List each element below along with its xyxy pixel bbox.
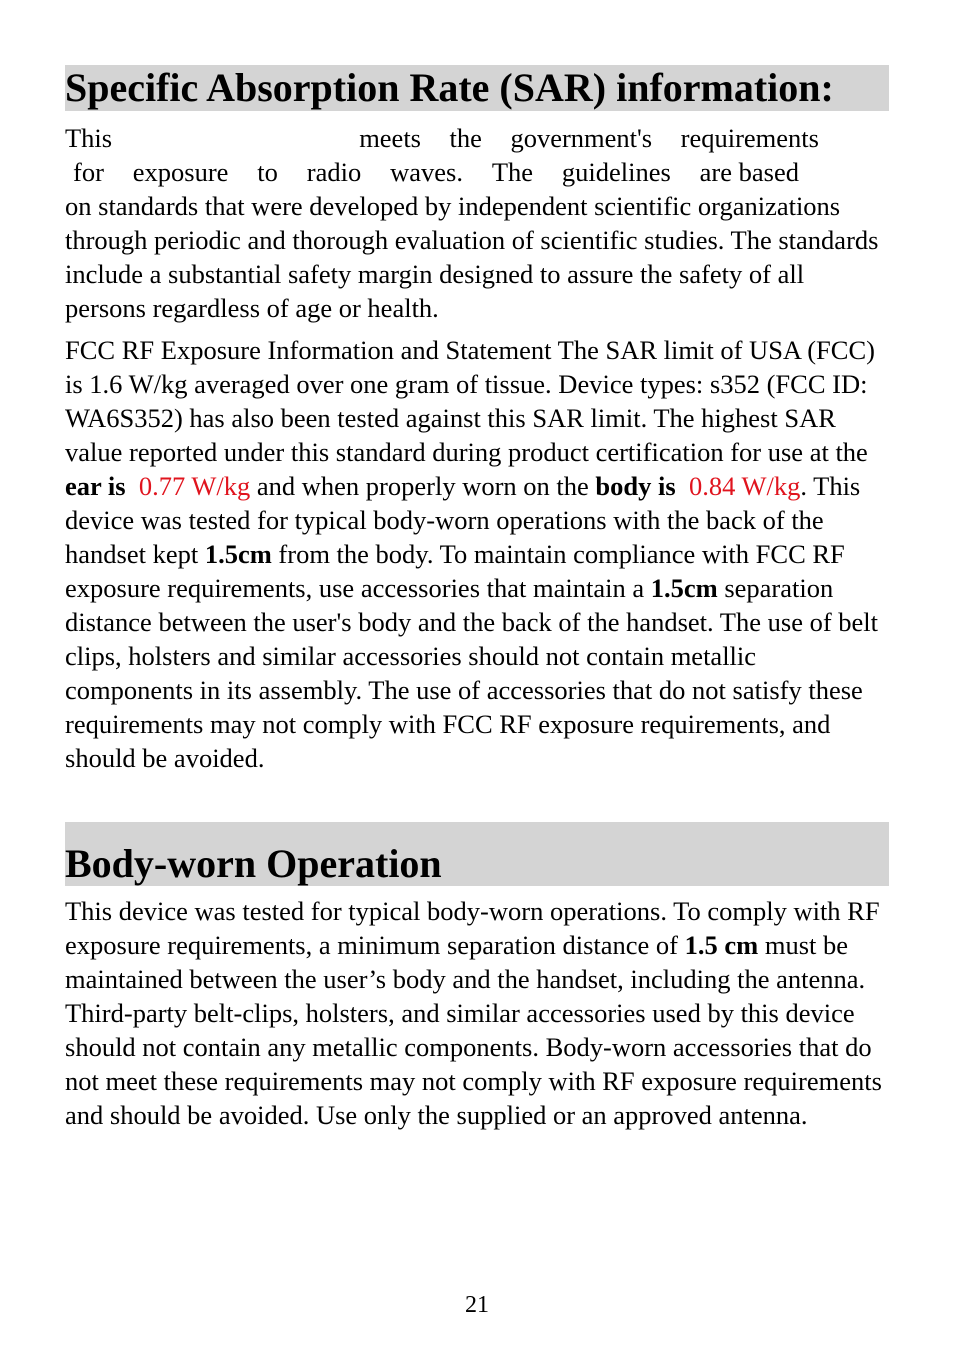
sar-paragraph-1-line-2 — [65, 155, 889, 189]
word: government's — [510, 123, 653, 153]
body-worn-distance: 1.5 cm — [684, 930, 759, 960]
sar-paragraph-1-rest: on standards that were developed by independent scientific organizations through periodic and thorough evaluation of scientific studies. The standards include a substantial safety margin designed to assure the safety of all persons regardless of age or health. — [65, 191, 879, 323]
body-worn-paragraph — [65, 894, 889, 1132]
word: for — [73, 157, 104, 187]
sar-paragraph-1-line-1 — [65, 121, 889, 155]
body-worn-text-1: This device was tested for typical body-worn operations. To comply with RF exposure requirements, a minimum separation distance of — [65, 896, 880, 960]
body-sar-value: 0.84 W/kg — [688, 471, 801, 501]
word: are based — [699, 157, 799, 187]
fcc-text-1: FCC RF Exposure Information and Statement The SAR limit of USA (FCC) is 1.6 W/kg averaged over one gram of tissue. Device types: s352 (FCC ID: WA6S352) has also been tested against this SAR limit. The highest SAR value reported under this standard during product certification for use at the — [65, 335, 875, 467]
sar-heading-text: Specific Absorption Rate (SAR) information: — [65, 65, 834, 110]
document-page — [65, 65, 889, 1132]
word: exposure — [132, 157, 229, 187]
sar-paragraph-1 — [65, 121, 889, 325]
word: This — [65, 123, 113, 153]
word: radio — [306, 157, 362, 187]
body-worn-text-2: must be maintained between the user’s body and the handset, including the antenna. Third-party belt-clips, holsters, and similar accessories used by this device should not contain any metallic components. Body-worn accessories that do not meet these requirements may not comply with RF exposure requirements and should be avoided. Use only the supplied or an approved antenna. — [65, 930, 882, 1130]
word: requirements — [680, 123, 819, 153]
body-worn-heading-text: Body-worn Operation — [65, 841, 442, 886]
fcc-text-3: . This device was tested for typical body-worn operations with the back of the handset kept — [65, 471, 861, 569]
body-label: body is — [595, 471, 676, 501]
word: meets — [359, 123, 421, 153]
word: guidelines — [561, 157, 671, 187]
fcc-text-4: from the body. To maintain compliance with FCC RF exposure requirements, use accessories that maintain a — [65, 539, 845, 603]
distance-2: 1.5cm — [650, 573, 718, 603]
fcc-paragraph — [65, 333, 889, 775]
fcc-text-2: and when properly worn on the — [250, 471, 596, 501]
page-number: 21 — [465, 1292, 489, 1318]
word: waves. — [390, 157, 463, 187]
ear-label: ear is — [65, 471, 126, 501]
blank-gap — [141, 121, 331, 155]
sar-heading — [65, 65, 889, 111]
fcc-text-5: separation distance between the user's body and the back of the handset. The use of belt clips, holsters and similar accessories should not contain metallic components in its assembly. The use of accessories that do not satisfy these requirements may not comply with FCC RF exposure requirements, and should be avoided. — [65, 573, 879, 773]
body-worn-heading — [65, 822, 889, 886]
word: The — [491, 157, 534, 187]
distance-1: 1.5cm — [204, 539, 272, 569]
word: to — [257, 157, 278, 187]
word: the — [449, 123, 482, 153]
ear-sar-value: 0.77 W/kg — [138, 471, 251, 501]
